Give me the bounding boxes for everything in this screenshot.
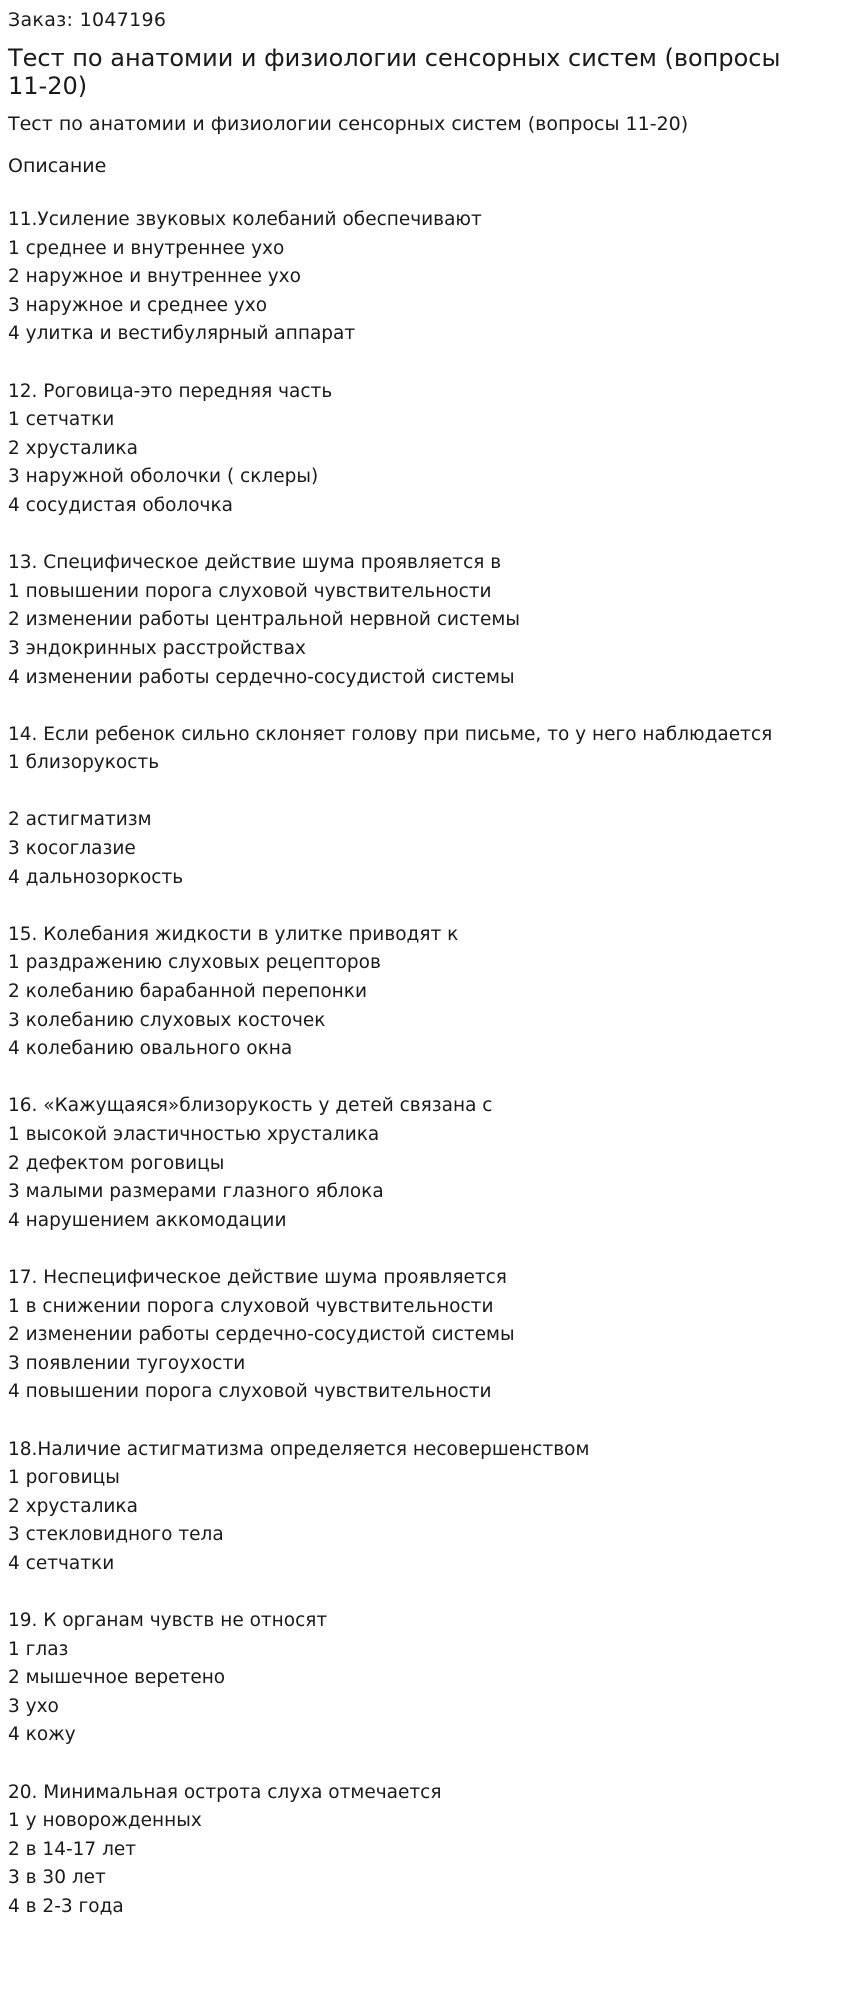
question-block xyxy=(8,1436,839,1608)
answer-option: 4 улитка и вестибулярный аппарат xyxy=(8,323,356,345)
answer-option: 2 дефектом роговицы xyxy=(8,1152,225,1174)
question-text: 20. Минимальная острота слуха отмечается xyxy=(8,1781,442,1803)
question-spacer xyxy=(8,692,839,721)
description-label: Описание xyxy=(8,155,107,177)
question-text: 13. Специфическое действие шума проявляется в xyxy=(8,552,502,574)
answer-option: 3 стекловидного тела xyxy=(8,1524,224,1546)
question-spacer xyxy=(8,1407,839,1436)
question-spacer xyxy=(8,1579,839,1608)
answer-option: 2 астигматизм xyxy=(8,809,152,831)
answer-option: 2 наружное и внутреннее ухо xyxy=(8,266,301,288)
question-text: 14. Если ребенок сильно склоняет голову при письме, то у него наблюдается xyxy=(8,723,773,745)
question-text: 16. «Кажущаяся»близорукость у детей связана с xyxy=(8,1095,493,1117)
answer-option: 4 изменении работы сердечно-сосудистой системы xyxy=(8,666,515,688)
answer-option: 3 наружное и среднее ухо xyxy=(8,294,268,316)
question-spacer xyxy=(8,892,839,921)
question-block xyxy=(8,549,839,721)
page-title: Тест по анатомии и физиологии сенсорных систем (вопросы 11-20) xyxy=(8,44,781,100)
answer-option: 3 малыми размерами глазного яблока xyxy=(8,1181,384,1203)
answer-option: 3 эндокринных расстройствах xyxy=(8,637,306,659)
question-text: 11.Усиление звуковых колебаний обеспечивают xyxy=(8,209,482,230)
answer-option: 2 изменении работы сердечно-сосудистой системы xyxy=(8,1324,515,1346)
answer-option: 4 колебанию овального окна xyxy=(8,1038,293,1060)
page-subtitle: Тест по анатомии и физиологии сенсорных систем (вопросы 11-20) xyxy=(8,113,689,135)
question-block xyxy=(8,1092,839,1264)
answer-option: 2 мышечное веретено xyxy=(8,1667,226,1689)
answer-option: 2 колебанию барабанной перепонки xyxy=(8,981,367,1003)
question-text: 17. Неспецифическое действие шума проявляется xyxy=(8,1266,507,1288)
blank-line xyxy=(8,778,839,807)
question-block xyxy=(8,378,839,550)
order-number: Заказ: 1047196 xyxy=(8,9,167,31)
answer-option: 4 дальнозоркость xyxy=(8,866,184,888)
answer-option: 1 повышении порога слуховой чувствительности xyxy=(8,580,492,602)
question-block xyxy=(8,206,839,378)
answer-option: 1 глаз xyxy=(8,1638,69,1660)
question-text: 15. Колебания жидкости в улитке приводят к xyxy=(8,923,459,945)
answer-option: 1 среднее и внутреннее ухо xyxy=(8,237,285,259)
answer-option: 1 близорукость xyxy=(8,752,160,774)
question-text: 18.Наличие астигматизма определяется несовершенством xyxy=(8,1438,590,1460)
answer-option: 1 раздражению слуховых рецепторов xyxy=(8,952,381,974)
answer-option: 2 хрусталика xyxy=(8,1495,138,1517)
question-text: 19. К органам чувств не относят xyxy=(8,1610,328,1632)
answer-option: 4 кожу xyxy=(8,1724,76,1746)
answer-option: 1 у новорожденных xyxy=(8,1810,202,1832)
answer-option: 1 высокой эластичностью хрусталика xyxy=(8,1124,380,1145)
answer-option: 4 нарушением аккомодации xyxy=(8,1209,287,1231)
question-block xyxy=(8,1264,839,1436)
question-block xyxy=(8,1607,839,1779)
answer-option: 4 сосудистая оболочка xyxy=(8,494,233,516)
answer-option: 2 изменении работы центральной нервной системы xyxy=(8,609,520,631)
answer-option: 3 наружной оболочки ( склеры) xyxy=(8,466,319,488)
answer-option: 4 повышении порога слуховой чувствительности xyxy=(8,1381,492,1403)
answer-option: 2 в 14-17 лет xyxy=(8,1838,137,1860)
answer-option: 3 в 30 лет xyxy=(8,1867,106,1889)
question-spacer xyxy=(8,1750,839,1779)
question-block xyxy=(8,1779,839,1922)
answer-option: 2 хрусталика xyxy=(8,437,138,459)
answer-option: 4 сетчатки xyxy=(8,1552,115,1574)
question-spacer xyxy=(8,1064,839,1093)
answer-option: 3 косоглазие xyxy=(8,838,136,860)
question-spacer xyxy=(8,1235,839,1264)
answer-option: 3 появлении тугоухости xyxy=(8,1352,246,1374)
answer-option: 3 ухо xyxy=(8,1695,59,1717)
answer-option: 1 роговицы xyxy=(8,1467,120,1489)
questions-list xyxy=(8,206,839,1922)
question-spacer xyxy=(8,349,839,378)
question-block xyxy=(8,921,839,1093)
answer-option: 1 сетчатки xyxy=(8,409,115,431)
answer-option: 1 в снижении порога слуховой чувствительности xyxy=(8,1295,494,1317)
answer-option: 4 в 2-3 года xyxy=(8,1896,124,1918)
question-text: 12. Роговица-это передняя часть xyxy=(8,380,333,402)
question-spacer xyxy=(8,521,839,550)
question-block xyxy=(8,721,839,921)
answer-option: 3 колебанию слуховых косточек xyxy=(8,1009,326,1031)
